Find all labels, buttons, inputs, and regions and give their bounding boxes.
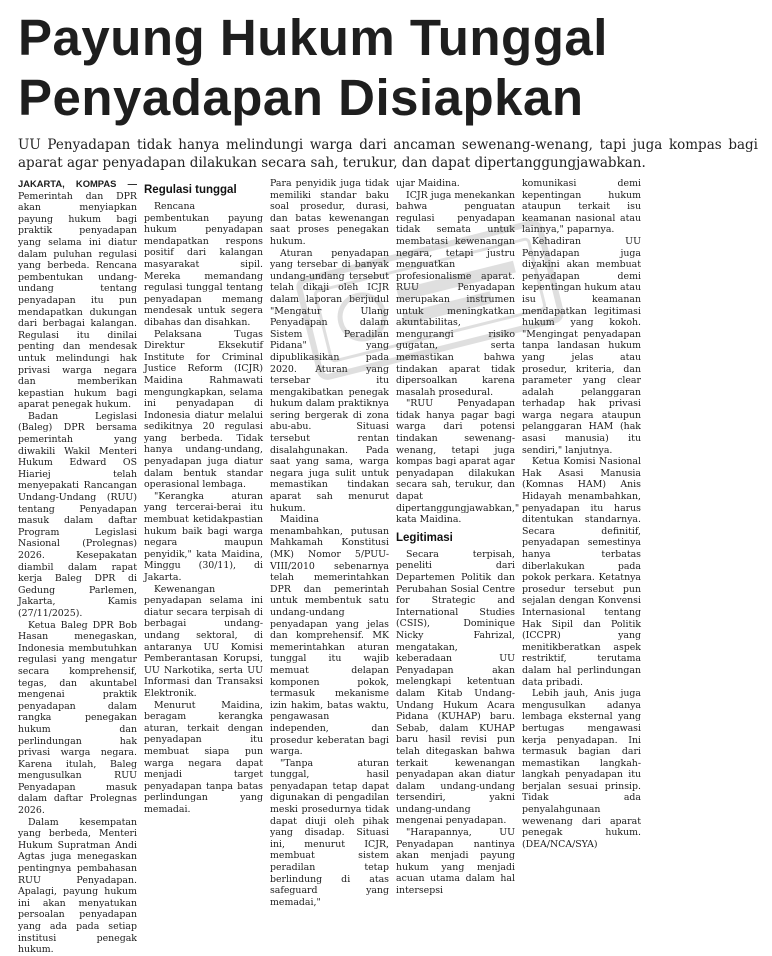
paragraph: JAKARTA, KOMPAS — Pemerintah dan DPR akan menyiapkan payung hukum bagi praktik penyadapan yang selama ini diatur dalam puluhan regulasi yang berbeda. Rencana pembentukan undang-undang tentang penyadapan itu pun mendapatkan dukungan dari berbagai kalangan. Regulasi itu dinilai penting dan mendesak untuk melindungi hak privasi warga negara dan memberikan kepastian hukum bagi aparat penegak hukum.: [18, 178, 137, 411]
paragraph: Kehadiran UU Penyadapan juga diyakini akan membuat penyadapan demi kepentingan hukum atau isu keamanan mendapatkan legitimasi hukum yang kokoh. "Mengingat penyadapan tanpa landasan hukum yang jelas atau prosedur, kriteria, dan parameter yang clear adalah pelanggaran terhadap hak privasi warga negara ataupun pelanggaran HAM (hak asasi manusia) itu sendiri," lanjutnya.: [522, 235, 641, 456]
subheading-legitimasi: Legitimasi: [396, 531, 453, 544]
paragraph: "Kerangka aturan yang tercerai-berai itu membuat ketidakpastian hukum baik bagi warga negara maupun penyidik," kata Maidina, Minggu (30/11), di Jakarta.: [144, 490, 263, 583]
paragraph: Lebih jauh, Anis juga mengusulkan adanya lembaga eksternal yang bertugas mengawasi kerja penyadapan. Ini termasuk bagian dari memastikan langkah-langkah penyadapan itu berjalan sesuai prinsip. Tidak ada penyalahgunaan wewenang dari aparat penegak hukum. (DEA/NCA/SYA): [522, 688, 641, 850]
body-column-5: [522, 178, 641, 850]
paragraph: Badan Legislasi (Baleg) DPR bersama pemerintah yang diwakili Wakil Menteri Hukum Edward OS Hiariej telah menyepakati Rancangan Undang-Undang (RUU) tentang Penyadapan masuk dalam daftar Program Legislasi Nasional (Prolegnas) 2026. Kesepakatan diambil dalam rapat kerja Baleg DPR di Gedung Parlemen, Jakarta, Kamis (27/11/2025).: [18, 410, 137, 619]
headline-line-2: Penyadapan Disiapkan: [18, 69, 584, 126]
paragraph: "Tanpa aturan tunggal, hasil penyadapan tetap dapat digunakan di pengadilan meski prosedurnya tidak dapat diuji oleh pihak yang disadap. Situasi ini, menurut ICJR, membuat sistem peradilan tetap berlindung di atas safeguard yang memadai,": [270, 757, 389, 908]
body-column-3: [270, 178, 389, 908]
body-column-1: [18, 178, 137, 956]
subheading-regulasi-tunggal: Regulasi tunggal: [144, 184, 237, 196]
article-lead: UU Penyadapan tidak hanya melindungi warga dari ancaman sewenang-wenang, tapi juga kompas bagi aparat agar penyadapan dilakukan secara sah, terukur, dan dapat dipertanggungjawabkan.: [18, 137, 758, 171]
paragraph: Kewenangan penyadapan selama ini diatur secara terpisah di berbagai undang-undang sektoral, di antaranya UU Komisi Pemberantasan Korupsi, UU Narkotika, serta UU Informasi dan Transaksi Elektronik.: [144, 583, 263, 699]
paragraph: Maidina menambahkan, putusan Mahkamah Konstitusi (MK) Nomor 5/PUU-VIII/2010 sebenarnya telah memerintahkan DPR dan pemerintah untuk membentuk satu undang-undang penyadapan yang jelas dan komprehensif. MK memerintahkan aturan tunggal itu wajib memuat delapan komponen pokok, termasuk mekanisme izin hakim, batas waktu, pengawasan independen, dan prosedur keberatan bagi warga.: [270, 514, 389, 758]
paragraph: Ketua Baleg DPR Bob Hasan menegaskan, Indonesia membutuhkan regulasi yang mengatur secara komprehensif, tegas, dan akuntabel mengenai praktik penyadapan dalam rangka penegakan hukum dan perlindungan hak privasi warga negara. Karena itulah, Baleg mengusulkan RUU Penyadapan masuk dalam daftar Prolegnas 2026.: [18, 619, 137, 817]
paragraph: ujar Maidina.: [396, 178, 460, 189]
body-column-2: [144, 178, 263, 815]
paragraph: komunikasi demi kepentingan hukum ataupun terkait isu keamanan nasional atau lainnya," paparnya.: [522, 178, 641, 236]
paragraph: Ketua Komisi Nasional Hak Asasi Manusia (Komnas HAM) Anis Hidayah menambahkan, penyadapan itu harus ditentukan standarnya. Secara definitif, penyadapan semestinya hanya terbatas diberlakukan pada pokok perkara. Ketatnya prosedur tersebut pun sejalan dengan Konvensi Internasional tentang Hak Sipil dan Politik (ICCPR) yang menitikberatkan aspek restriktif, terutama dalam hal perlindungan data pribadi.: [522, 456, 641, 688]
paragraph: ICJR juga menekankan bahwa penguatan regulasi penyadapan tidak semata untuk membatasi kewenangan negara, tetapi justru menguatkan profesionalisme aparat. RUU Penyadapan merupakan instrumen untuk meningkatkan akuntabilitas, mengurangi risiko gugatan, serta memastikan bahwa tindakan aparat tidak dipersoalkan karena masalah prosedural.: [396, 189, 515, 398]
paragraph: Aturan penyadapan yang tersebar di banyak undang-undang tersebut telah dikaji oleh ICJR dalam laporan berjudul "Mengatur Ulang Penyadapan dalam Sistem Peradilan Pidana" yang dipublikasikan pada 2020. Aturan yang tersebar itu mengakibatkan penegak hukum dalam praktiknya sering bergerak di zona abu-abu. Situasi tersebut rentan disalahgunakan. Pada saat yang sama, warga negara juga sulit untuk memastikan tindakan aparat sah menurut hukum.: [270, 247, 389, 514]
article-headline: [18, 8, 758, 128]
paragraph: "RUU Penyadapan tidak hanya pagar bagi warga dari potensi tindakan sewenang-wenang, tetapi juga kompas bagi aparat agar penyadapan dilakukan secara sah, terukur, dan dapat dipertanggungjawabkan," kata Maidina.: [396, 398, 520, 526]
dateline: JAKARTA, KOMPAS —: [18, 178, 137, 189]
paragraph: Secara terpisah, peneliti dari Departemen Politik dan Perubahan Sosial Centre for Strategic and International Studies (CSIS), Dominique Nicky Fahrizal, mengatakan, keberadaan UU Penyadapan akan melengkapi ketentuan dalam Kitab Undang-Undang Hukum Acara Pidana (KUHAP) baru. Sebab, dalam KUHAP baru hasil revisi pun telah ditegaskan bahwa terkait kewenangan penyadapan akan diatur dalam undang-undang tersendiri, yakni undang-undang mengenai penyadapan.: [396, 548, 515, 827]
body-column-4: [396, 178, 520, 897]
paragraph: "Harapannya, UU Penyadapan nantinya akan menjadi payung hukum yang menjadi acuan utama dalam hal intersepsi: [396, 827, 515, 897]
paragraph: Para penyidik juga tidak memiliki standar baku soal prosedur, durasi, dan batas kewenangan saat proses penegakan hukum.: [270, 178, 389, 247]
author-initials: (DEA/NCA/SYA): [522, 838, 598, 850]
paragraph: Rencana pembentukan payung hukum penyadapan mendapatkan respons positif dari kalangan masyarakat sipil. Mereka memandang regulasi tunggal tentang penyadapan memang mendesak untuk segera dibahas dan disahkan.: [144, 201, 263, 328]
paragraph: Dalam kesempatan yang berbeda, Menteri Hukum Supratman Andi Agtas juga menegaskan pentingnya pembahasan RUU Penyadapan. Apalagi, payung hukum ini akan menyatukan persoalan penyadapan yang ada pada setiap institusi penegak hukum.: [18, 816, 137, 956]
headline-line-1: Payung Hukum Tunggal: [18, 9, 608, 66]
paragraph: Pelaksana Tugas Direktur Eksekutif Institute for Criminal Justice Reform (ICJR) Maidina Rahmawati mengungkapkan, selama ini penyadapan di Indonesia diatur melalui sedikitnya 20 regulasi yang berbeda. Tidak hanya undang-undang, penyadapan juga diatur dalam bentuk standar operasional lembaga.: [144, 328, 263, 491]
paragraph: Menurut Maidina, beragam kerangka aturan, terkait dengan penyadapan itu membuat siapa pun warga negara dapat menjadi target penyadapan tanpa batas perlindungan yang memadai.: [144, 699, 263, 815]
article-body: [18, 178, 762, 956]
